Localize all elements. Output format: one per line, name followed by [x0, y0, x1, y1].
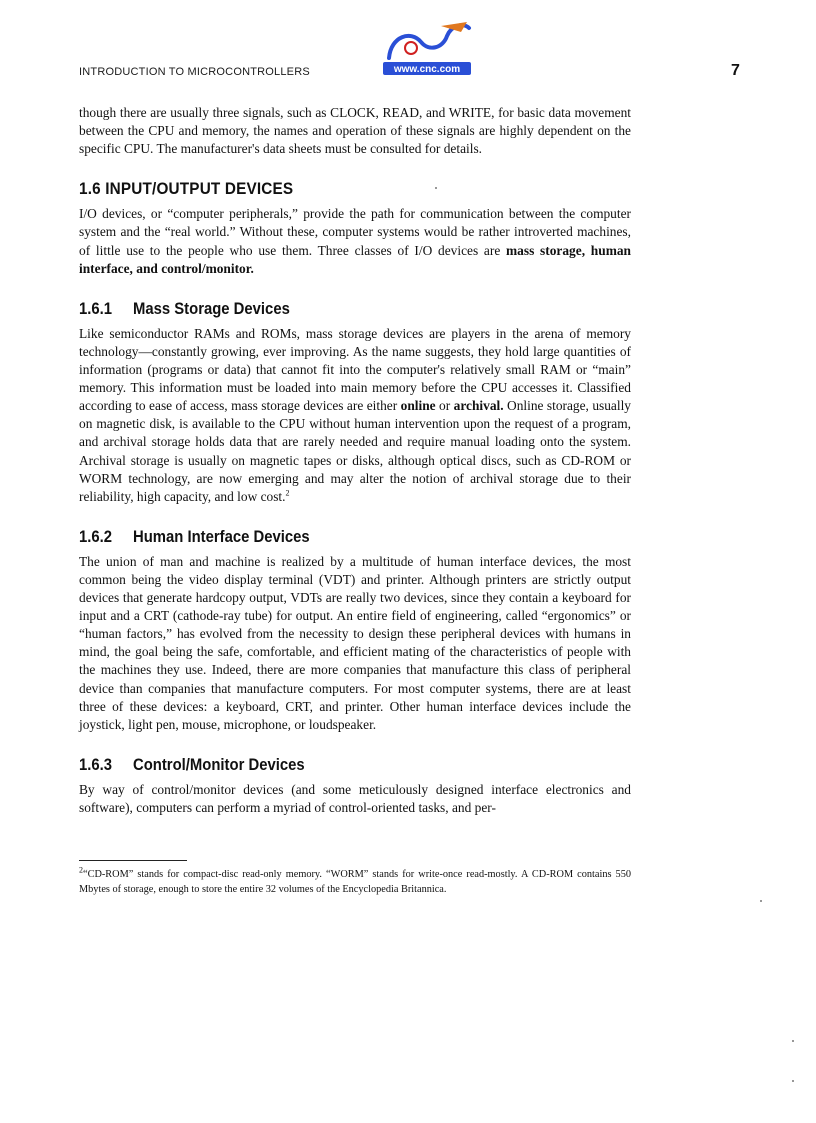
- section-title: Control/Monitor Devices: [133, 755, 305, 774]
- footnote: [79, 867, 631, 897]
- section-number: 1.6.3: [79, 755, 113, 774]
- section-heading-1-6-1: [79, 300, 576, 318]
- scan-speck: [760, 900, 762, 902]
- section-title: Mass Storage Devices: [133, 299, 290, 318]
- human-interface-paragraph: The union of man and machine is realized by a multitude of human interface devices, the most common being the video display terminal (VDT) and printer. Although printers are strictly output devices that generate hardcopy output, VDTs are really two devices, since they contain a keyboard for input and a CRT (cathode-ray tube) for output. An entire field of engineering, called “ergonomics” or “human factors,” has evolved from the necessity to design these peripheral devices with humans in mind, the goal being the safe, comfortable, and efficient mating of the characteristics of people with the machines they use. Indeed, there are more companies that manufacture this class of peripheral device than companies that manufacture computers. For most computer systems, there are at least three of these devices: a keyboard, CRT, and printer. Other human interface devices include the joystick, light pen, mouse, microphone, or loudspeaker.: [79, 553, 631, 732]
- logo-url-text: www.cnc.com: [393, 64, 461, 75]
- section-number: 1.6.2: [79, 527, 113, 546]
- section-heading-1-6-2: [79, 528, 576, 546]
- io-classes-bold: mass storage, human interface, and control/monitor.: [79, 242, 631, 276]
- site-logo-watermark: [381, 18, 473, 78]
- mass-storage-text-1: Like semiconductor RAMs and ROMs, mass storage devices are players in the arena of memory technology—constantly growing, ever improving. As the name suggests, they hold large quantities of information (programs or data) that cannot fit into the computer's relatively small RAM or “main” memory. This information must be loaded into main memory before the CPU accesses it. Classified according to ease of access, mass storage devices are either: [79, 325, 631, 414]
- section-title: Human Interface Devices: [133, 527, 310, 546]
- control-monitor-paragraph: By way of control/monitor devices (and some meticulously designed interface electronics and software), computers can perform a myriad of control-oriented tasks, and per-: [79, 781, 631, 815]
- or-word: or: [435, 398, 454, 414]
- scan-speck: [792, 1040, 794, 1042]
- scan-speck: [792, 1080, 794, 1082]
- body-text: [79, 104, 631, 817]
- running-head: INTRODUCTION TO MICROCONTROLLERS: [79, 66, 310, 78]
- online-bold: online: [400, 398, 436, 414]
- section-1-6-paragraph: [79, 205, 631, 277]
- section-number: 1.6.1: [79, 299, 113, 318]
- footnote-marker: 2: [79, 865, 83, 875]
- logo-dot: [405, 42, 417, 54]
- footnote-text: “CD-ROM” stands for compact-disc read-only memory. “WORM” stands for write-once read-mostly. A CD-ROM contains 550 Mbytes of storage, enough to store the entire 32 volumes of the Encyclopedia Britannica.: [79, 869, 631, 895]
- archival-bold: archival.: [453, 398, 504, 414]
- section-heading-1-6-3: [79, 756, 576, 774]
- mass-storage-paragraph: [79, 325, 631, 506]
- scan-speck: [435, 187, 437, 189]
- section-heading-1-6: 1.6 INPUT/OUTPUT DEVICES: [79, 179, 294, 199]
- mass-storage-text-2: Online storage, usually on magnetic disk, is available to the CPU without human intervention upon the request of a program, and archival storage holds data that are rarely needed and require manual loading onto the system. Archival storage is usually on magnetic tapes or disks, although optical discs, such as CD-ROM or WORM technology, are now emerging and may alter the notion of archival storage due to their reliability, high capacity, and low cost.: [79, 398, 632, 504]
- intro-paragraph: though there are usually three signals, such as CLOCK, READ, and WRITE, for basic data movement between the CPU and memory, the names and operation of these signals are highly dependent on the specific CPU. The manufacturer's data sheets must be consulted for details.: [79, 105, 631, 157]
- logo-arrow: [441, 22, 467, 32]
- footnote-reference[interactable]: 2: [285, 488, 290, 498]
- footnote-divider: [79, 860, 187, 861]
- section-1-6-text: I/O devices, or “computer peripherals,” provide the path for communication between the computer system and the “real world.” Without these, computer systems would be rather introverted machines, of little use to the people who use them. Three classes of I/O devices are: [79, 206, 631, 258]
- page-number: 7: [731, 62, 740, 79]
